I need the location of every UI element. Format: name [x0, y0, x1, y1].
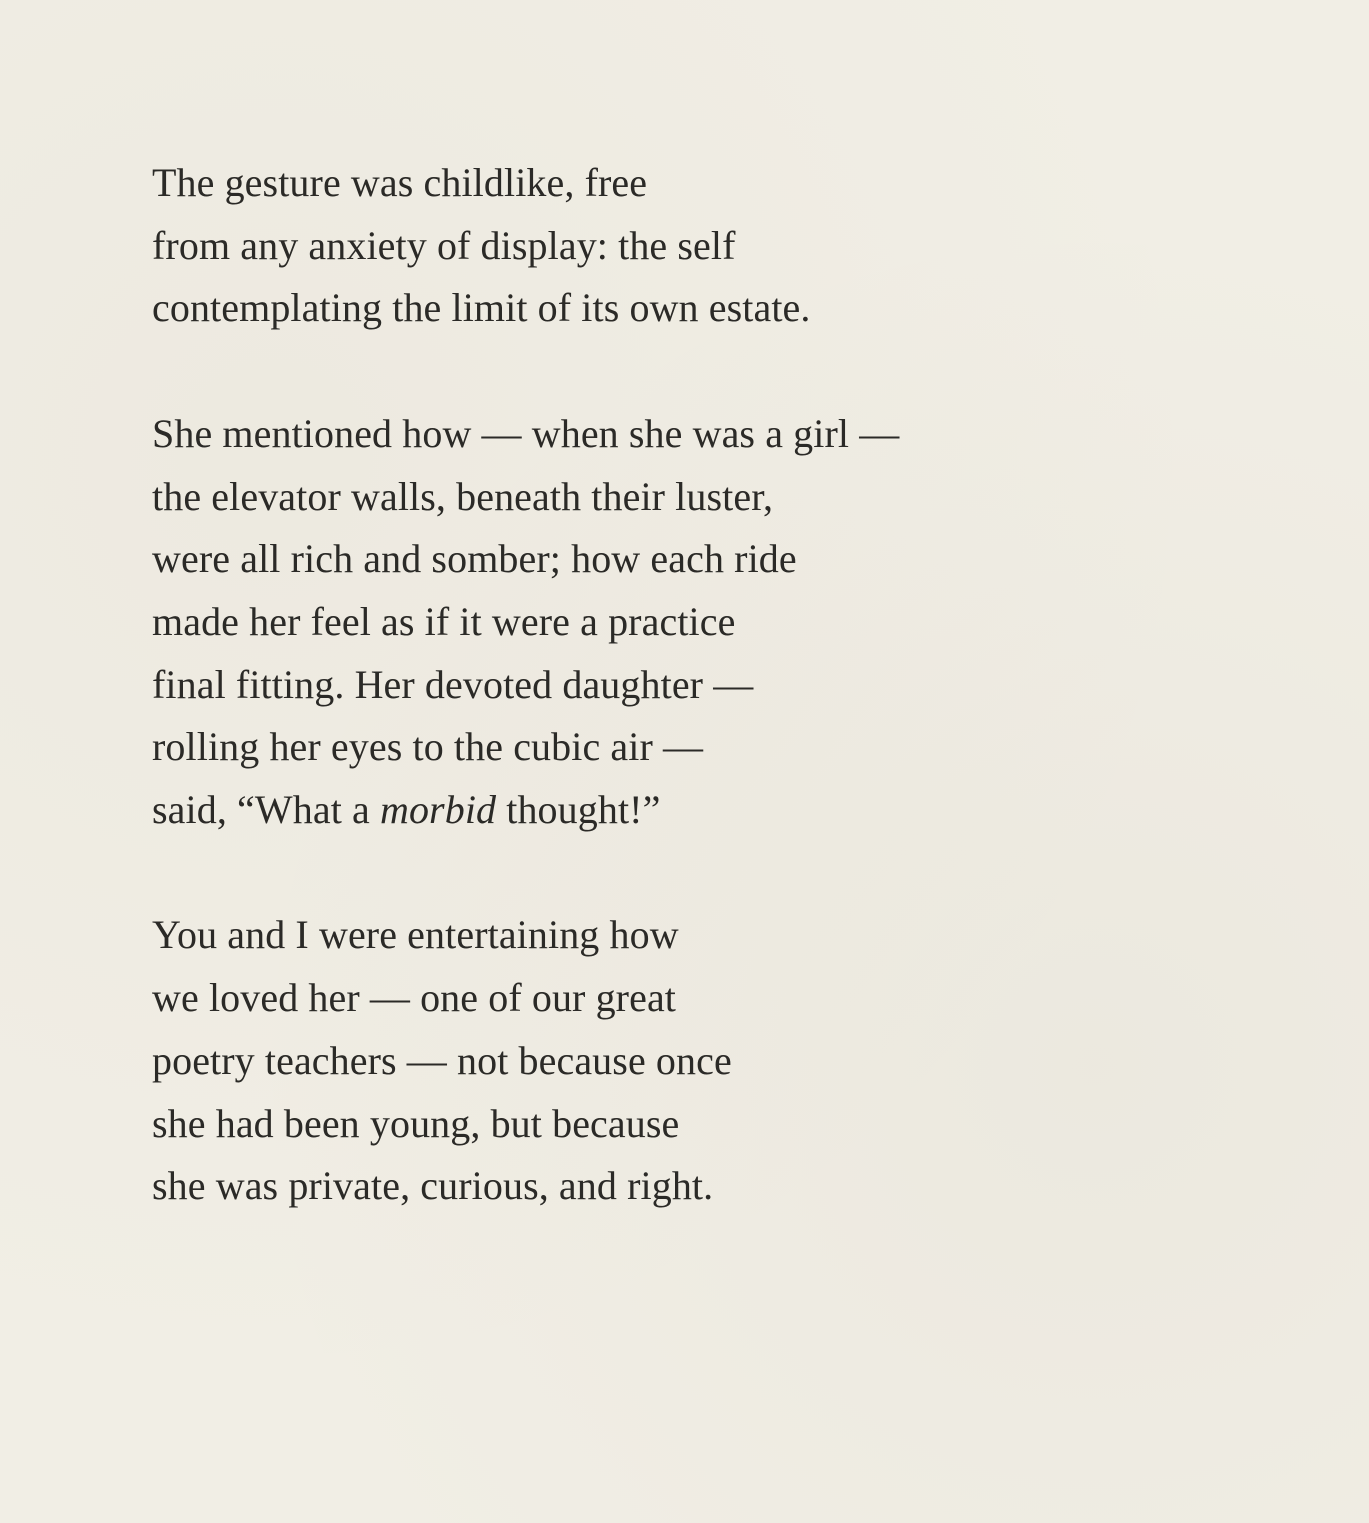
poem-line: final fitting. Her devoted daughter — — [152, 661, 754, 707]
poem-body — [152, 152, 1152, 1218]
poem-line: She mentioned how — when she was a girl — — [152, 410, 900, 456]
stanza-2 — [152, 403, 1152, 842]
poem-line: she was private, curious, and right. — [152, 1163, 714, 1209]
italic-word: morbid — [379, 787, 497, 833]
poem-line: contemplating the limit of its own estate. — [152, 285, 811, 331]
poem-line: made her feel as if it were a practice — [152, 598, 736, 644]
poem-line: You and I were entertaining how — [152, 912, 679, 958]
stanza-1 — [152, 152, 1152, 340]
poem-line: she had been young, but because — [152, 1100, 680, 1146]
poem-line: poetry teachers — not because once — [152, 1037, 732, 1083]
poem-line-with-emphasis — [152, 779, 1152, 842]
poem-line: we loved her — one of our great — [152, 975, 677, 1021]
poem-line: were all rich and somber; how each ride — [152, 536, 797, 582]
line-text-before: said, “What a — [152, 787, 380, 833]
stanza-3 — [152, 904, 1152, 1218]
line-text-after: thought!” — [496, 787, 661, 833]
poem-line: The gesture was childlike, free — [152, 160, 648, 205]
poem-line: from any anxiety of display: the self — [152, 222, 736, 268]
poem-line: rolling her eyes to the cubic air — — [152, 724, 704, 770]
poem-line: the elevator walls, beneath their luster, — [152, 473, 774, 519]
